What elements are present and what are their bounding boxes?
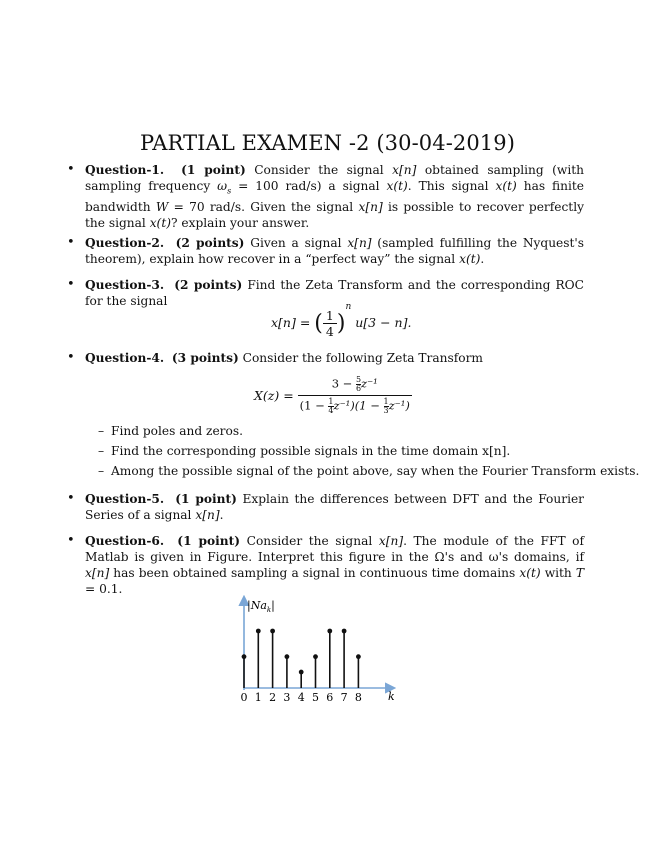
text: . The module of the FFT of Matlab is given in Figure. Interpret this figure in the Ω's and ω's domains, if (85, 534, 585, 564)
stem-point (313, 654, 318, 659)
question-label: Question-3. (85, 278, 165, 292)
subitem-text: Find poles and zeros. (111, 424, 243, 438)
equation-q3: x[n] = ( $\frac{1}{4}$ )$^n$ u[3 − n]. (271, 302, 412, 339)
eq-num: 3 − (331, 376, 356, 391)
question-points: (1 point) (177, 534, 241, 548)
text: Consider the signal (254, 163, 393, 177)
math: x[n] (85, 566, 110, 580)
math-sub: s (227, 186, 232, 196)
subitem-text: Find the corresponding possible signals in the time domain x[n]. (111, 444, 511, 458)
eq-rhs: u[3 − n]. (355, 315, 412, 330)
frac-den: 6 (355, 384, 362, 393)
math: ω (217, 179, 228, 193)
math: x(t) (495, 179, 517, 193)
text: . (219, 508, 224, 522)
x-tick-label: 0 (240, 691, 248, 704)
stem-point (242, 654, 247, 659)
x-tick-label: 7 (340, 691, 348, 704)
x-axis-label: k (388, 690, 395, 703)
text: Given a signal (250, 236, 348, 250)
text: . (480, 252, 485, 266)
text: Explain the differences between DFT and the Fourier Series of a signal (85, 492, 585, 522)
bullet: • (67, 162, 75, 177)
question-label: Question-2. (85, 236, 165, 250)
math: W (155, 200, 169, 215)
math: x[n] (195, 508, 220, 522)
x-tick-label: 8 (354, 691, 362, 704)
frac-den: 4 (325, 324, 334, 339)
text: . This signal (407, 179, 496, 193)
bullet: • (67, 491, 75, 506)
text: is possible to recover perfectly the signal (85, 200, 584, 231)
stem-point (299, 670, 304, 675)
question-points: (2 points) (175, 236, 245, 250)
stem-point (342, 629, 347, 634)
text: ? explain your answer. (170, 216, 310, 231)
math: x(t) (386, 179, 408, 193)
text: Consider the following Zeta Transform (242, 351, 483, 365)
page-title: PARTIAL EXAMEN -2 (30-04-2019) (139, 131, 516, 155)
subitem-text: Among the possible signal of the point above, say when the Fourier Transform exists. (111, 464, 640, 478)
bullet: • (67, 235, 75, 250)
math: x[n] (347, 236, 372, 250)
eq-num-tail: z⁻¹ (361, 376, 378, 391)
question-points: (2 points) (174, 278, 243, 292)
math: x(t) (459, 252, 481, 266)
math: x(t) (519, 566, 541, 580)
eq-lhs: X(z) = (254, 388, 294, 403)
y-axis-label: $|Na_k|$ (247, 599, 275, 614)
text: = 0.1. (85, 582, 123, 596)
stem-point (327, 629, 332, 634)
frac-num: 1 (328, 397, 334, 406)
x-tick-label: 1 (254, 691, 262, 704)
stem-point (285, 654, 290, 659)
frac-den: 4 (328, 406, 334, 415)
frac-num: 1 (323, 308, 337, 324)
frac-num: 5 (355, 375, 362, 384)
stem-point (356, 654, 361, 659)
question-label: Question-1. (85, 163, 165, 177)
frac-den: 3 (383, 406, 389, 415)
question-points: (3 points) (171, 351, 239, 365)
stem-point (270, 629, 275, 634)
text: obtained sampling (with sampling frequency (85, 163, 585, 193)
dash: – (98, 424, 105, 438)
math: x(t) (149, 216, 171, 231)
eq-exp: n (345, 302, 352, 312)
text: = 70 rad/s. Given the signal (168, 200, 359, 215)
text: Find the Zeta Transform and the corresponding ROC for the signal (85, 278, 584, 308)
text: Consider the signal (246, 534, 379, 548)
eq-den-a: (1 − (299, 398, 329, 413)
bullet: • (67, 533, 75, 548)
x-tick-label: 4 (297, 691, 305, 704)
eq-den-b-tail: z⁻¹) (388, 398, 410, 413)
text: has been obtained sampling a signal in continuous time domains (109, 566, 520, 580)
frac-num: 1 (383, 397, 389, 406)
text: (sampled fulfilling the Nyquest's theorem), explain how recover in a “perfect way” the signal (85, 236, 585, 266)
dash: – (98, 464, 105, 478)
math: x[n] (358, 200, 383, 215)
eq-lhs: x[n] = (271, 315, 311, 330)
question-points: (1 point) (175, 492, 237, 506)
x-tick-label: 6 (326, 691, 334, 704)
eq-den-a-tail: z⁻¹)(1 − (333, 398, 384, 413)
math: x[n] (392, 163, 417, 177)
math: T (575, 566, 584, 580)
math: x[n] (378, 534, 404, 548)
question-points: (1 point) (181, 163, 246, 177)
text: with (540, 566, 576, 580)
x-tick-label: 5 (312, 691, 319, 704)
bullet: • (67, 277, 75, 292)
question-label: Question-5. (85, 492, 165, 506)
text: = 100 rad/s) a signal (231, 179, 387, 193)
bullet: • (67, 350, 75, 365)
x-tick-label: 3 (283, 691, 291, 704)
text: has finite bandwidth (85, 179, 584, 215)
stem-point (256, 629, 261, 634)
question-label: Question-4. (85, 351, 165, 365)
dash: – (98, 444, 105, 458)
x-tick-label: 2 (269, 691, 277, 704)
question-label: Question-6. (85, 534, 165, 548)
